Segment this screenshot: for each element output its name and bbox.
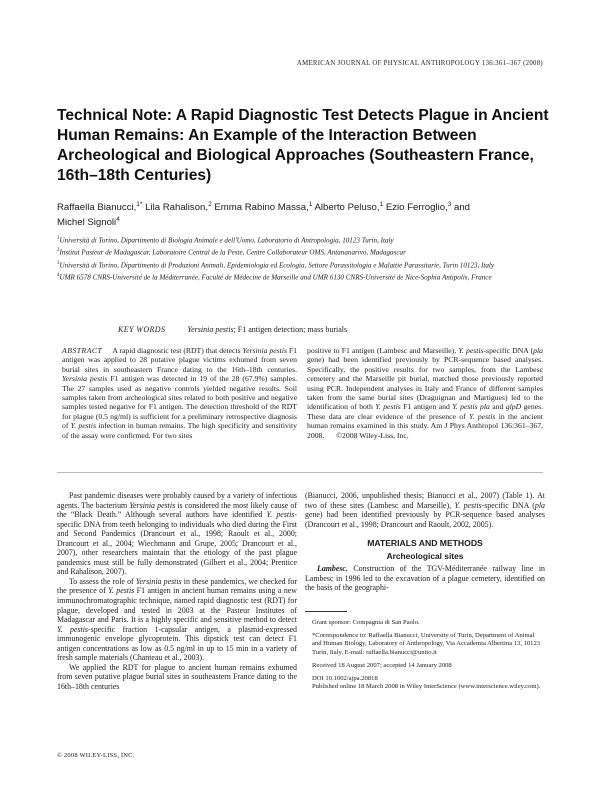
- abstract-right-column: [307, 346, 543, 440]
- author-affiliation-mark: 1: [308, 201, 313, 208]
- body-paragraph: To assess the role of Yersinia pestis in these pandemics, we checked for the presence of Y. pestis F1 antigen in ancient human remains using a new immunochromatographic technique, named rapid diagnostic test (RDT) for plague, developed and tested in 2003 at the Pasteur Institutes of Madagascar and Paris. It is a highly specific and sensitive method to detect Y. pestis-specific fraction 1-capsular antigen, a plasmid-expressed immunogenic envelope glycoprotein. This dipstick test can detect F1 antigen concentrations as low as 0.5 ng/ml in up to 15 min in a variety of fresh sample materials (Chanteau et al., 2003).: [57, 576, 297, 663]
- italic-term: Yersinia pestis: [129, 500, 176, 510]
- section-heading: MATERIALS AND METHODS: [367, 538, 483, 549]
- author-name: Ezio Ferroglio,$^3$: [385, 201, 452, 214]
- author-affiliation-mark: 4: [116, 216, 120, 224]
- body-left-column: [57, 491, 297, 691]
- article-title: Technical Note: A Rapid Diagnostic Test Detects Plague in Ancient Human Remains: An Example of the Interaction Between Archeological and Biological Approaches (Southeastern France, 16th–18th Centuries): [57, 107, 549, 184]
- subsection-heading: Archeological sites: [386, 550, 464, 561]
- abstract-copyright: ©2008 Wiley-Liss, Inc.: [336, 430, 409, 440]
- affiliation: $^3$Università di Torino, Dipartimento di Produzioni Animali, Epidemiologia ed Ecologia, Settore Parassitologia e Malattie Parassitarie, Turin 10123, Italy: [57, 260, 495, 269]
- italic-term: Y. pestis: [458, 346, 484, 355]
- affiliations: [57, 234, 557, 283]
- italic-term: Yersinia pestis: [242, 346, 287, 355]
- author-list: [57, 199, 477, 229]
- doi-footnote: DOI 10.1002/ajpa.20818: [312, 674, 378, 682]
- footnotes: [312, 619, 544, 691]
- italic-term: Y. pestis: [375, 402, 401, 412]
- body-paragraph: [305, 564, 545, 593]
- correspondence-footnote: *Correspondence to: Raffaella Bianucci, University of Turin, Department of Animal and Human Biology, Laboratory of Anthropology, Via Accademia Albertina 13, 10123 Turin, Italy. E-mail: raffaella.bianucci@unito.it: [312, 632, 541, 656]
- author-name: Alberto Peluso,$^1$: [314, 201, 384, 214]
- keywords-label: KEY WORDS: [118, 325, 166, 334]
- affiliation-mark: 1: [57, 236, 60, 241]
- abstract-left-text: A rapid diagnostic test (RDT) that detects Yersinia pestis F1 antigen was applied to 28 putative plague victims exhumed from seven burial sites in southeastern France dating to the 16th–18th centuries. Yersinia pestis F1 antigen was detected in 19 of the 28 (67.9%) samples. The 27 samples used as negative controls yielded negative results. Soil samples taken from archeological sites related to both positive and negative samples tested negative for F1 antigen. The detection threshold of the RDT for plague (0.5 ng/ml) is sufficient for a preliminary retrospective diagnosis of Y. pestis infection in human remains. The high specificity and sensitivity of the assay were confirmed. For two sites: [62, 346, 298, 440]
- affiliation: $^4$UMR 6578 CNRS-Université de la Méditerranée, Faculté de Médecine de Marseille and UMR 6130 CNRS-Université de Nice-Sophia Antipolis, France: [57, 272, 492, 282]
- received-footnote: Received 18 August 2007; accepted 14 January 2008: [312, 661, 452, 669]
- body-paragraph: (Bianucci, 2006, unpublished thesis; Bianucci et al., 2007) (Table 1). At two of these sites (Lambesc and Marseille), Y. pestis-specific DNA (pla gene) had been identified previously by PCR-sequence based analyses (Drancourt et al., 1998; Drancourt and Raoult, 2002, 2005).: [305, 491, 545, 529]
- keywords-line: [118, 325, 347, 334]
- body-right-column: [305, 491, 545, 593]
- author-name: Lila Rahalison,$^2$: [145, 201, 212, 214]
- italic-term: Y. pestis: [454, 500, 482, 510]
- grant-footnote: Grant sponsor: Compagnia di San Paolo.: [312, 619, 420, 626]
- abstract-divider: [57, 472, 543, 473]
- italic-term: Y. pestis: [469, 411, 496, 421]
- author-affiliation-mark: 3: [447, 201, 452, 208]
- published-footnote: Published online 18 March 2008 in Wiley InterScience (www.interscience.wiley.com).: [312, 683, 541, 691]
- italic-term: Yersinia pestis: [62, 374, 108, 384]
- affiliation-mark: 2: [57, 248, 60, 254]
- author-name: Emma Rabino Massa,$^1$: [214, 201, 313, 214]
- affiliation: $^2$Institut Pasteur de Madagascar, Laboratoire Central de la Peste, Centre Collaborateur OMS, Antananarivo, Madagascar: [57, 248, 406, 257]
- italic-term: pla: [534, 500, 545, 510]
- italic-term: glpD: [505, 402, 522, 412]
- affiliation-mark: 4: [57, 272, 60, 278]
- italic-term: Y. pestis: [108, 586, 135, 596]
- affiliation-mark: 3: [57, 260, 60, 266]
- body-paragraph: Past pandemic diseases were probably caused by a variety of infectious agents. The bacterium Yersinia pestis is considered the most likely cause of the “Black Death.” Although several authors have identified Y. pestis-specific DNA from teeth belonging to individuals who died during the First and Second Pandemics (Drancourt et al., 1998; Raoult et al., 2000; Drancourt et al., 2004; Wiechmann and Grupe, 2005; Drancourt et al., 2007), other researchers maintain that the etiology of the past plague pandemics must still be fully demonstrated (Gilbert et al., 2004; Prentice and Rahalison, 2007).: [57, 491, 297, 577]
- abstract-left-column: [62, 346, 297, 440]
- italic-term: Y. pestis pla: [452, 402, 490, 412]
- affiliation: $^1$Università di Torino, Dipartimento di Biologia Animale e dell'Uomo, Laboratorio di Antropologia, 10123 Turin, Italy: [57, 236, 394, 245]
- journal-header: AMERICAN JOURNAL OF PHYSICAL ANTHROPOLOGY 136:361–367 (2008): [296, 60, 543, 67]
- body-paragraph: We applied the RDT for plague to ancient human remains exhumed from seven putative plague burial sites in southeastern France dating to the 16th–18th centuries: [57, 662, 297, 691]
- abstract-right-text: positive to F1 antigen (Lambesc and Marseille), Y. pestis-specific DNA (pla gene) had been identified previously by PCR-sequence based analyses. Specifically, the positive results for two samples, from the Lambesc cemetery and the Marseille pit burial, matched those previously reported using PCR. Independent analyses in Italy and France of different samples taken from the same burial sites (Draguignan and Martigues) led to the identification of both Y. pestis F1 antigen and Y. pestis pla and glpD genes. These data are clear evidence of the presence of Y. pestis in the ancient human remains examined in this study. Am J Phys Anthropol 136:361–367, 2008.: [307, 346, 543, 440]
- author-affiliation-mark: 1: [379, 201, 384, 208]
- italic-term: Y. pestis: [57, 624, 89, 634]
- page-copyright: © 2008 WILEY-LISS, INC.: [57, 752, 135, 759]
- keyword-yersinia: Yersinia pestis: [187, 325, 234, 334]
- italic-term: pla: [533, 346, 543, 355]
- author-affiliation-mark: 2: [208, 201, 212, 208]
- footnote-divider: [305, 611, 347, 612]
- italic-term: Y. pestis: [70, 421, 96, 431]
- abstract-label: ABSTRACT: [62, 346, 103, 355]
- italic-term: Yersinia pestis: [135, 576, 182, 586]
- keywords-rest: ; F1 antigen detection; mass burials: [233, 325, 348, 334]
- author-affiliation-mark: 1*: [136, 201, 143, 208]
- paragraph-text: Construction of the TGV-Méditerranée railway line in Lambesc in 1996 led to the excavation of a plague cemetery, identified on the basis of the geographi-: [305, 564, 545, 593]
- author-name: and Michel Signoli$^4$: [57, 202, 471, 229]
- italic-term: Y. pestis: [266, 510, 295, 520]
- author-name: Raffaella Bianucci,$^{1*}$: [57, 201, 143, 214]
- paragraph-lead: Lambesc.: [317, 564, 348, 574]
